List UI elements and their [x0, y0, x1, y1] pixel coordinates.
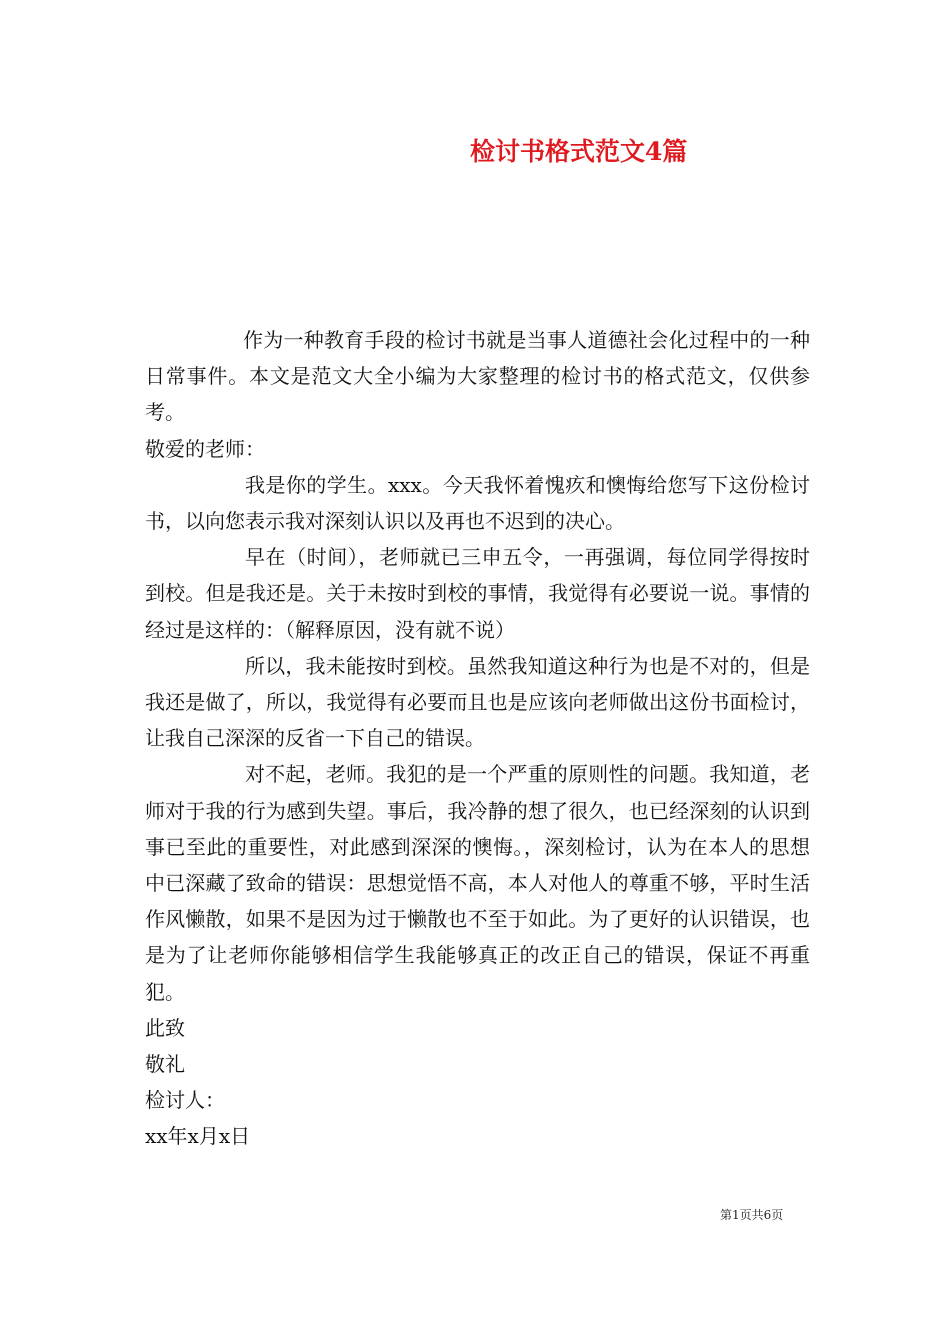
document-body — [145, 322, 810, 1155]
closing-line-1: 此致 — [145, 1015, 185, 1040]
paragraph-1: 我是你的学生。xxx。今天我怀着愧疚和懊悔给您写下这份检讨书，以向您表示我对深刻认识以及再也不迟到的决心。 — [145, 472, 810, 534]
intro-paragraph: 作为一种教育手段的检讨书就是当事人道德社会化过程中的一种日常事件。本文是范文大全小编为大家整理的检讨书的格式范文，仅供参考。 — [145, 328, 810, 425]
paragraph-2: 早在（时间），老师就已三申五令，一再强调，每位同学得按时到校。但是我还是。关于未按时到校的事情，我觉得有必要说一说。事情的经过是这样的：（解释原因，没有就不说） — [145, 545, 810, 642]
closing-line-2: 敬礼 — [145, 1052, 185, 1077]
document-title: 检讨书格式范文4篇 — [470, 137, 688, 166]
paragraph-4: 对不起，老师。我犯的是一个严重的原则性的问题。我知道，老师对于我的行为感到失望。事后，我冷静的想了很久，也已经深刻的认识到事已至此的重要性，对此感到深深的懊悔。，深刻检讨，认为在本人的思想中已深藏了致命的错误：思想觉悟不高，本人对他人的尊重不够，平时生活作风懒散，如果不是因为过于懒散也不至于如此。为了更好的认识错误，也是为了让老师你能够相信学生我能够真正的改正自己的错误，保证不再重犯。 — [145, 762, 810, 1004]
paragraph-3: 所以，我未能按时到校。虽然我知道这种行为也是不对的，但是我还是做了，所以，我觉得有必要而且也是应该向老师做出这份书面检讨，让我自己深深的反省一下自己的错误。 — [145, 653, 810, 751]
salutation: 敬爱的老师： — [145, 436, 265, 461]
signer-label: 检讨人： — [145, 1088, 225, 1113]
page-number-footer: 第1页共6页 — [720, 1208, 784, 1222]
signature-date: xx年x月x日 — [145, 1124, 251, 1149]
